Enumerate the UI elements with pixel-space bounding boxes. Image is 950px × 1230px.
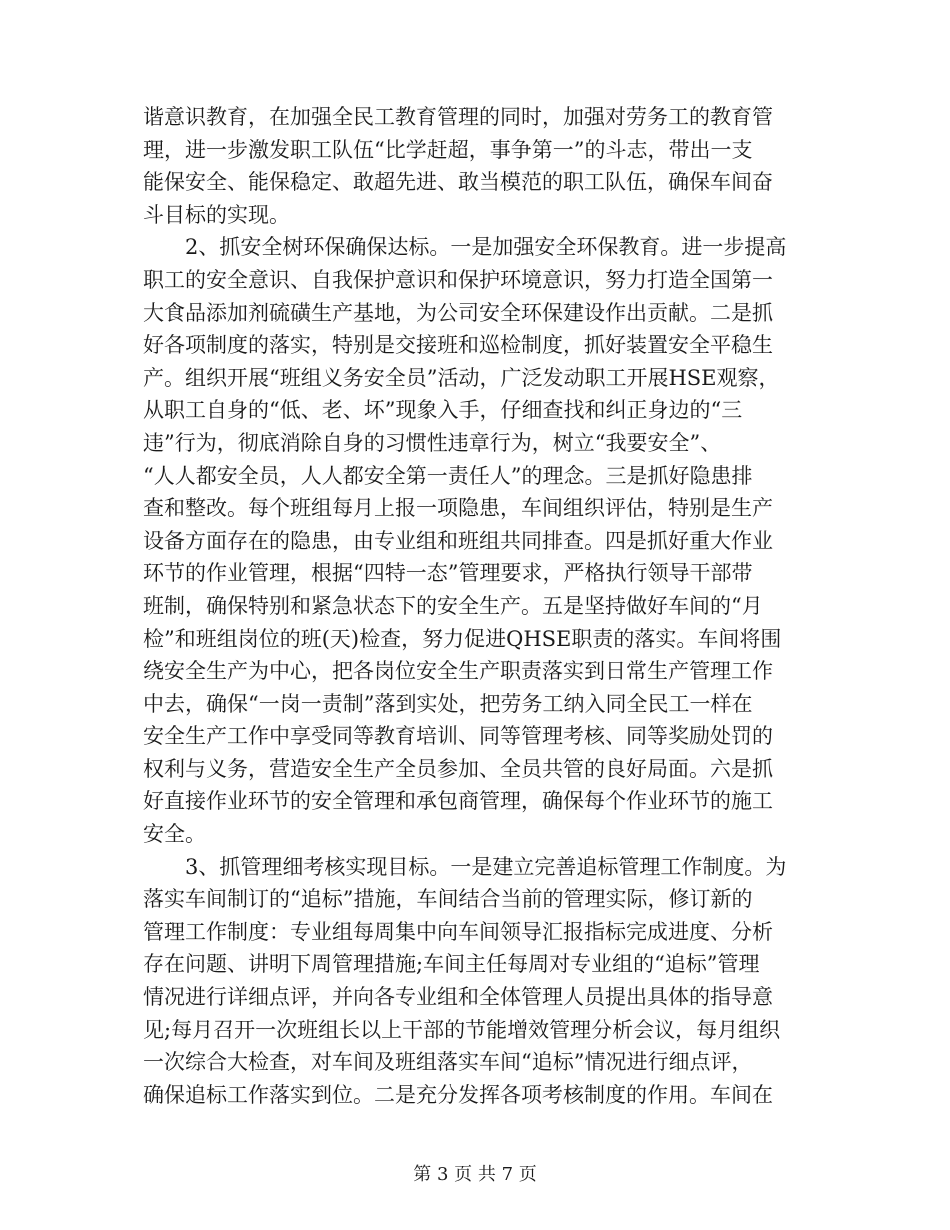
text-line: 落实车间制订的“追标”措施，车间结合当前的管理实际，修订新的 [143, 887, 753, 912]
text-line: 安全。 [143, 822, 206, 847]
page-number-footer: 第 3 页 共 7 页 [413, 1164, 537, 1185]
text-line: 一次综合大检查，对车间及班组落实车间“追标”情况进行细点评， [143, 1050, 753, 1075]
text-line: 3、抓管理细考核实现目标。一是建立完善追标管理工作制度。为 [143, 854, 787, 879]
text-line: 情况进行详细点评，并向各专业组和全体管理人员提出具体的指导意 [143, 985, 773, 1010]
text-line: 确保追标工作落实到位。二是充分发挥各项考核制度的作用。车间在 [143, 1082, 773, 1107]
body-text [143, 101, 813, 1111]
text-line: 见;每月召开一次班组长以上干部的节能增效管理分析会议，每月组织 [143, 1017, 781, 1042]
text-line: 权利与义务，营造安全生产全员参加、全员共管的良好局面。六是抓 [143, 756, 773, 781]
text-line: 检”和班组岗位的班(天)检查，努力促进QHSE职责的落实。车间将围 [143, 626, 782, 651]
text-line: 管理工作制度：专业组每周集中向车间领导汇报指标完成进度、分析 [143, 919, 773, 944]
text-line: 存在问题、讲明下周管理措施;车间主任每周对专业组的“追标”管理 [143, 952, 760, 977]
text-line: 斗目标的实现。 [143, 202, 290, 227]
text-line: 好直接作业环节的安全管理和承包商管理，确保每个作业环节的施工 [143, 789, 773, 814]
text-line: “人人都安全员，人人都安全第一责任人”的理念。三是抓好隐患排 [143, 463, 753, 488]
text-line: 谐意识教育，在加强全民工教育管理的同时，加强对劳务工的教育管 [143, 105, 773, 129]
text-line: 大食品添加剂硫磺生产基地，为公司安全环保建设作出贡献。二是抓 [143, 300, 773, 325]
text-line: 班制，确保特别和紧急状态下的安全生产。五是坚持做好车间的“月 [143, 593, 763, 618]
text-line: 设备方面存在的隐患，由专业组和班组共同排查。四是抓好重大作业 [143, 528, 773, 553]
text-line: 从职工自身的“低、老、坏”现象入手，仔细查找和纠正身边的“三 [143, 398, 743, 423]
text-line: 产。组织开展“班组义务安全员”活动，广泛发动职工开展HSE观察， [143, 365, 780, 390]
text-line: 查和整改。每个班组每月上报一项隐患，车间组织评估，特别是生产 [143, 496, 773, 521]
text-line: 好各项制度的落实，特别是交接班和巡检制度，抓好装置安全平稳生 [143, 333, 773, 358]
text-line: 职工的安全意识、自我保护意识和保护环境意识，努力打造全国第一 [143, 267, 773, 292]
text-line: 理，进一步激发职工队伍“比学赶超，事争第一”的斗志，带出一支 [143, 137, 753, 162]
text-line: 2、抓安全树环保确保达标。一是加强安全环保教育。进一步提高 [143, 235, 787, 260]
text-line: 违”行为，彻底消除自身的习惯性违章行为，树立“我要安全”、 [143, 430, 722, 455]
text-line: 安全生产工作中享受同等教育培训、同等管理考核、同等奖励处罚的 [143, 724, 773, 749]
text-line: 绕安全生产为中心，把各岗位安全生产职责落实到日常生产管理工作 [143, 659, 773, 684]
text-line: 环节的作业管理，根据“四特一态”管理要求，严格执行领导干部带 [143, 561, 753, 586]
text-line: 中去，确保“一岗一责制”落到实处，把劳务工纳入同全民工一样在 [143, 691, 753, 716]
text-line: 能保安全、能保稳定、敢超先进、敢当模范的职工队伍，确保车间奋 [143, 170, 773, 195]
